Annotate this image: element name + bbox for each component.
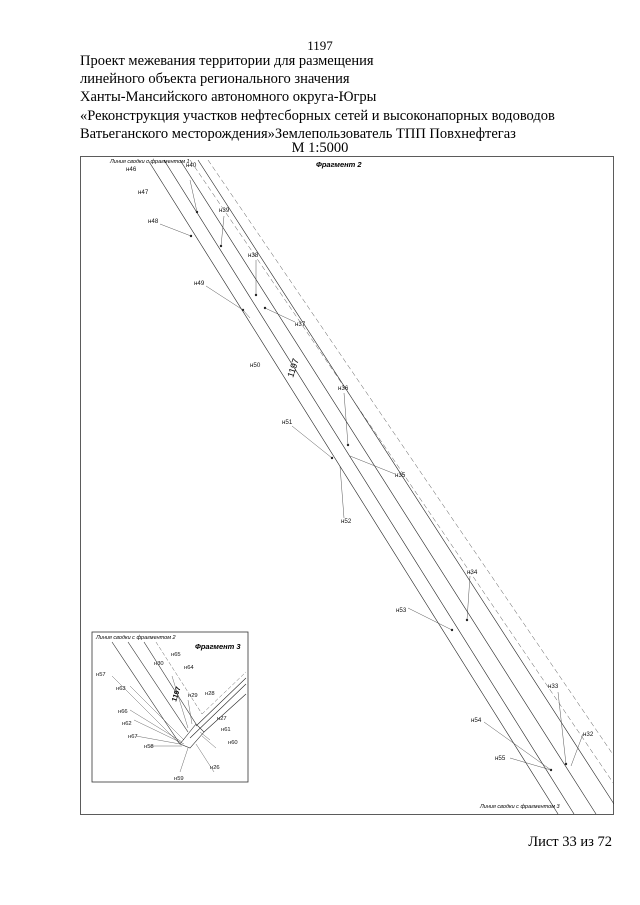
inset-parcel-label: 1197 [171,686,183,703]
point-label: н65 [171,652,181,658]
map-scale: М 1:5000 [291,140,349,156]
page-number: 1197 [307,38,333,53]
sheet-counter: Лист 33 из 72 [528,834,612,850]
corridor-edge-right [198,160,614,804]
point-label: н32 [583,731,594,738]
point-label: н54 [471,717,482,724]
point-label: н30 [154,661,164,667]
point-label: н61 [221,727,231,733]
document-title [80,52,600,143]
inset-frame [92,632,248,782]
leader-line [221,216,224,246]
point-label: н67 [128,734,138,740]
point-label: н40 [186,162,197,169]
survey-map [80,156,614,816]
match-line-label-bottom: Линия сводки с фрагментом 3 [480,804,560,810]
leader-line [265,308,295,322]
point-label: н35 [395,472,406,479]
point-label: н50 [250,362,261,369]
parcel-label: 1197 [285,357,301,379]
fragment-title: Фрагмент 2 [316,160,362,169]
point-label: н34 [467,569,478,576]
point-label: н63 [116,686,126,692]
title-line: линейного объекта регионального значения [80,71,350,88]
point-label: н47 [138,189,149,196]
point-label: н64 [184,665,194,671]
inset-match-line-label: Линия сводки с фрагментом 2 [96,635,176,641]
leader-line [160,224,191,236]
point-label: н51 [282,419,293,426]
point-label: н55 [495,755,506,762]
point-label: н46 [126,166,137,173]
point-label: н48 [148,218,159,225]
point-label: н27 [217,716,227,722]
point-label: н33 [548,683,559,690]
point-label: н29 [188,693,198,699]
point-label: н57 [96,672,106,678]
point-label: н49 [194,280,205,287]
leader-line [408,608,452,630]
leader-line [350,456,395,474]
leader-line [571,734,583,766]
point-label: н36 [338,385,349,392]
point-label: н26 [210,765,220,771]
title-line: «Реконструкция участков нефтесборных сетей и высоконапорных водоводов [80,107,555,124]
leader-line [206,286,243,310]
title-line: Проект межевания территории для размещения [80,53,374,69]
leader-line [484,722,551,770]
point-label: н38 [248,252,259,259]
point-label: н62 [122,721,132,727]
point-label: н59 [174,776,184,782]
title-line: Ватьеганского месторождения»Землепользователь ТПП Повхнефтегаз [80,125,516,142]
corridor-dashed-2 [208,160,614,756]
point-label: н58 [144,744,154,750]
leader-line [292,426,332,458]
point-label: н66 [118,709,128,715]
leader-line [340,466,344,518]
point-label: н39 [219,207,230,214]
inset-title: Фрагмент 3 [195,642,241,651]
title-line: Ханты-Мансийского автономного округа-Югры [80,89,377,106]
leader-line [510,758,551,770]
inset-fragment-3 [92,632,248,782]
point-label: н28 [205,691,215,697]
match-line-label-top: Линия сводки с фрагментом 1 [110,159,190,165]
point-label: н60 [228,740,238,746]
point-label: н53 [396,607,407,614]
point-label: н52 [341,518,352,525]
point-label: н37 [295,321,306,328]
